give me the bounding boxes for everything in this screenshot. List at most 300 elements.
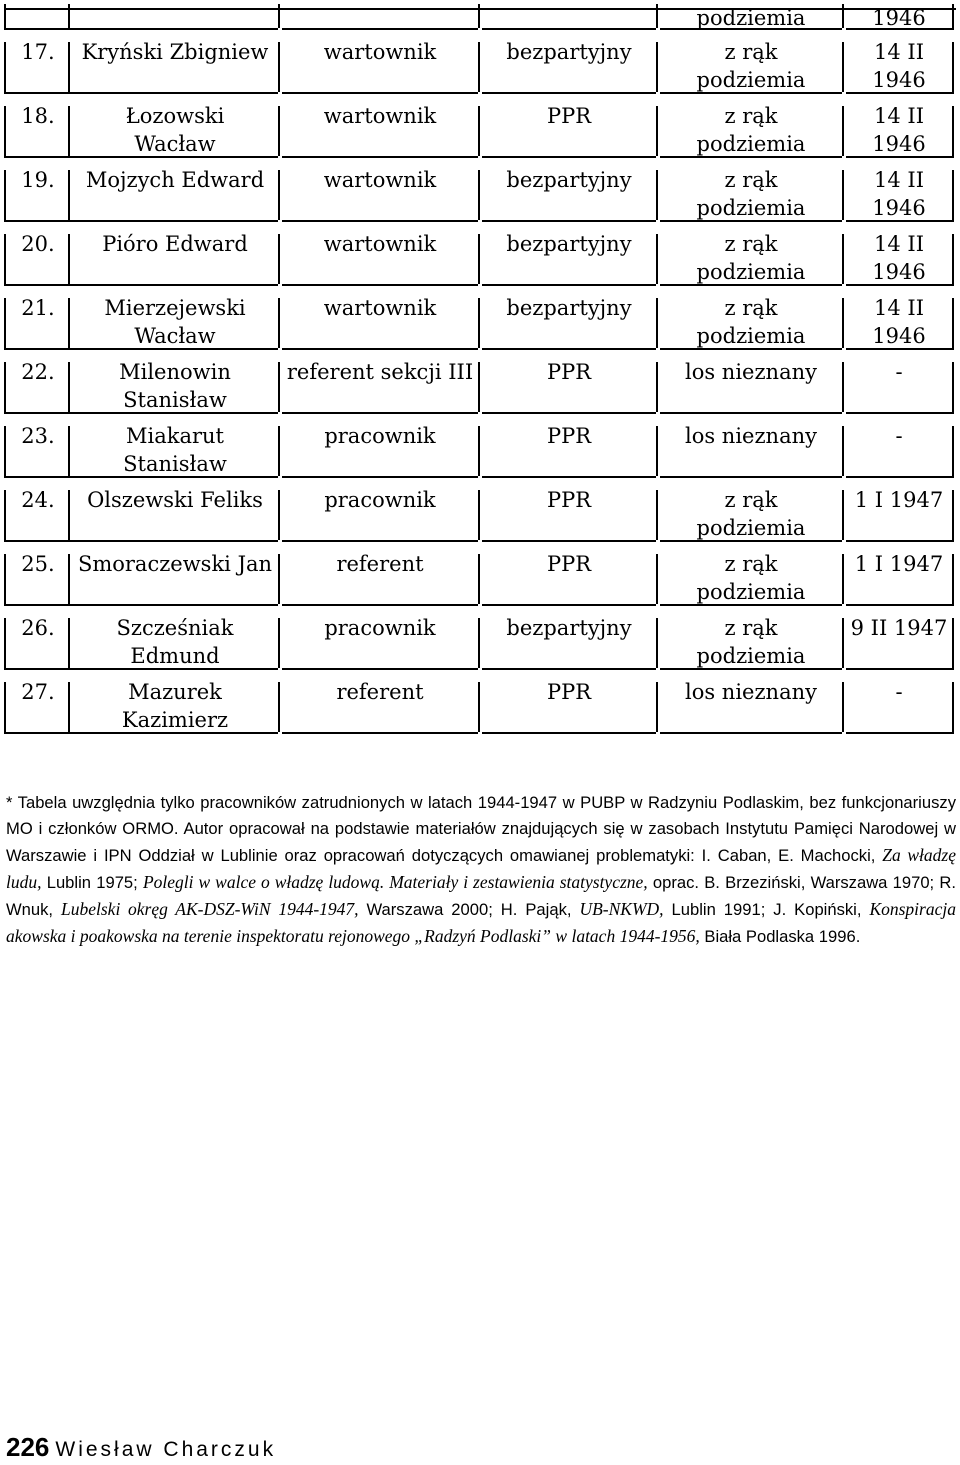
column-rule [842, 170, 844, 220]
column-rule [4, 42, 6, 92]
cell-line: 14 II [874, 104, 924, 128]
row-rule [4, 732, 68, 734]
column-rule [842, 106, 844, 156]
cell-line: 24. [21, 488, 55, 512]
row-rule [282, 732, 478, 734]
row-rule [4, 476, 68, 478]
row-rule [282, 220, 478, 222]
cell-line: z rąk [724, 168, 778, 192]
cell-party [482, 358, 656, 386]
cell-line: Wacław [134, 324, 216, 348]
row-rule [846, 732, 954, 734]
cell-position [282, 358, 478, 386]
column-rule [478, 490, 480, 540]
cell-position [282, 422, 478, 450]
column-rule [952, 490, 954, 540]
cell-line: Olszewski Feliks [87, 488, 263, 512]
row-rule [482, 156, 656, 158]
column-rule [952, 106, 954, 156]
cell-line: Stanisław [123, 388, 227, 412]
cell-date [846, 4, 952, 32]
column-rule [278, 682, 280, 732]
cell-line: wartownik [323, 168, 437, 192]
cell-fate [660, 550, 842, 606]
cell-fate [660, 422, 842, 450]
row-rule [282, 668, 478, 670]
cell-line: pracownik [324, 424, 436, 448]
row-rule [482, 92, 656, 94]
column-rule [68, 362, 70, 412]
cell-line: Kryński Zbigniew [81, 40, 269, 64]
column-rule [278, 4, 280, 28]
row-rule [660, 476, 842, 478]
cell-line: 21. [21, 296, 55, 320]
column-rule [4, 362, 6, 412]
column-rule [842, 234, 844, 284]
row-rule [68, 220, 278, 222]
cell-line: 1946 [872, 68, 926, 92]
cell-line: Mojzych Edward [85, 168, 265, 192]
column-rule [952, 618, 954, 668]
cell-line: PPR [546, 104, 592, 128]
row-rule [4, 92, 68, 94]
table-row [0, 550, 960, 614]
column-rule [68, 4, 70, 28]
cell-line: PPR [546, 680, 592, 704]
footnote-text: Warszawa 2000; H. Pająk, [358, 900, 580, 919]
cell-line: Smoraczewski Jan [77, 552, 273, 576]
cell-number [8, 102, 68, 130]
table-row [0, 230, 960, 294]
table-row [0, 294, 960, 358]
column-rule [68, 42, 70, 92]
cell-line: 14 II [874, 232, 924, 256]
cell-party [482, 294, 656, 322]
column-rule [4, 234, 6, 284]
cell-name [72, 294, 278, 350]
cell-line: 18. [21, 104, 55, 128]
cell-line: 1946 [872, 260, 926, 284]
cell-line: 9 II 1947 [850, 616, 948, 640]
row-rule [482, 284, 656, 286]
footnote-title: Polegli w walce o władzę ludową. Materiały i zestawienia statystyczne, [142, 872, 648, 892]
cell-party [482, 486, 656, 514]
cell-line: referent sekcji III [286, 360, 474, 384]
cell-number [8, 550, 68, 578]
column-rule [656, 106, 658, 156]
column-rule [842, 4, 844, 28]
cell-party [482, 166, 656, 194]
cell-fate [660, 358, 842, 386]
column-rule [68, 426, 70, 476]
row-rule [68, 92, 278, 94]
column-rule [952, 554, 954, 604]
column-rule [656, 554, 658, 604]
cell-date [846, 294, 952, 350]
column-rule [278, 234, 280, 284]
cell-fate [660, 486, 842, 542]
cell-party [482, 102, 656, 130]
cell-line: 1 I 1947 [854, 552, 944, 576]
column-rule [278, 618, 280, 668]
row-rule [282, 284, 478, 286]
row-rule [482, 28, 656, 30]
column-rule [278, 298, 280, 348]
cell-line: Mazurek [128, 680, 222, 704]
cell-line: los nieznany [685, 424, 817, 448]
cell-line: bezpartyjny [506, 168, 632, 192]
cell-date [846, 678, 952, 706]
cell-line: 14 II [874, 168, 924, 192]
column-rule [478, 618, 480, 668]
cell-number [8, 614, 68, 642]
cell-line: 1946 [872, 196, 926, 220]
column-rule [842, 298, 844, 348]
row-rule [68, 604, 278, 606]
column-rule [842, 682, 844, 732]
cell-line: wartownik [323, 40, 437, 64]
column-rule [478, 106, 480, 156]
cell-party [482, 38, 656, 66]
cell-line: 25. [21, 552, 55, 576]
cell-line: - [895, 360, 903, 384]
cell-number [8, 230, 68, 258]
column-rule [278, 170, 280, 220]
cell-line: 1 I 1947 [854, 488, 944, 512]
cell-line: podziemia [696, 516, 806, 540]
cell-line: 1946 [872, 132, 926, 156]
cell-name [72, 422, 278, 478]
cell-line: PPR [546, 488, 592, 512]
row-rule [282, 604, 478, 606]
cell-line: Szcześniak [116, 616, 234, 640]
row-rule [282, 156, 478, 158]
column-rule [68, 106, 70, 156]
column-rule [278, 42, 280, 92]
footnote-title: Za władzę ludu, [6, 845, 956, 892]
column-rule [478, 234, 480, 284]
row-rule [482, 604, 656, 606]
column-rule [656, 170, 658, 220]
cell-fate [660, 294, 842, 350]
cell-position [282, 486, 478, 514]
cell-line: podziemia [696, 644, 806, 668]
cell-date [846, 550, 952, 578]
cell-line: z rąk [724, 552, 778, 576]
cell-line: PPR [546, 360, 592, 384]
column-rule [68, 682, 70, 732]
column-rule [952, 170, 954, 220]
column-rule [842, 42, 844, 92]
column-rule [656, 234, 658, 284]
cell-line: 14 II [874, 40, 924, 64]
column-rule [656, 618, 658, 668]
cell-line: z rąk [724, 616, 778, 640]
cell-name [72, 550, 278, 578]
cell-line: z rąk [724, 296, 778, 320]
column-rule [656, 426, 658, 476]
column-rule [68, 618, 70, 668]
column-rule [656, 362, 658, 412]
cell-date [846, 38, 952, 94]
cell-line: podziemia [696, 6, 806, 30]
cell-name [72, 230, 278, 258]
cell-number [8, 166, 68, 194]
column-rule [68, 490, 70, 540]
column-rule [842, 490, 844, 540]
cell-line: Kazimierz [121, 708, 229, 732]
cell-line: 17. [21, 40, 55, 64]
page-footer [6, 1432, 276, 1463]
cell-line: los nieznany [685, 360, 817, 384]
row-rule [68, 28, 278, 30]
cell-party [482, 614, 656, 642]
column-rule [842, 426, 844, 476]
column-rule [278, 490, 280, 540]
cell-position [282, 614, 478, 642]
column-rule [478, 298, 480, 348]
column-rule [68, 234, 70, 284]
column-rule [68, 170, 70, 220]
cell-position [282, 38, 478, 66]
cell-line: - [895, 680, 903, 704]
cell-line: Milenowin [119, 360, 231, 384]
column-rule [4, 554, 6, 604]
cell-fate [660, 678, 842, 706]
cell-party [482, 422, 656, 450]
cell-name [72, 38, 278, 66]
row-rule [4, 412, 68, 414]
row-rule [4, 220, 68, 222]
cell-line: wartownik [323, 296, 437, 320]
footnote-title: UB-NKWD, [579, 899, 664, 919]
row-rule [282, 412, 478, 414]
table-row [0, 678, 960, 742]
cell-line: z rąk [724, 488, 778, 512]
column-rule [478, 170, 480, 220]
cell-line: podziemia [696, 132, 806, 156]
cell-line: Łozowski [125, 104, 225, 128]
row-rule [846, 476, 954, 478]
cell-name [72, 102, 278, 158]
cell-line: podziemia [696, 324, 806, 348]
column-rule [4, 298, 6, 348]
cell-line: z rąk [724, 104, 778, 128]
row-rule [846, 604, 954, 606]
cell-date [846, 230, 952, 286]
cell-line: 22. [21, 360, 55, 384]
row-rule [482, 220, 656, 222]
row-rule [4, 348, 68, 350]
cell-date [846, 422, 952, 450]
employees-table [0, 4, 960, 742]
column-rule [842, 618, 844, 668]
cell-line: bezpartyjny [506, 232, 632, 256]
cell-line: 23. [21, 424, 55, 448]
cell-number [8, 486, 68, 514]
footnote-text: Lublin 1975; [41, 873, 143, 892]
row-rule [282, 476, 478, 478]
column-rule [278, 362, 280, 412]
cell-line: wartownik [323, 104, 437, 128]
column-rule [656, 42, 658, 92]
row-rule [4, 156, 68, 158]
row-rule [482, 732, 656, 734]
cell-date [846, 614, 952, 642]
running-author: Wiesław Charczuk [55, 1438, 277, 1461]
row-rule [282, 92, 478, 94]
cell-position [282, 166, 478, 194]
cell-number [8, 678, 68, 706]
table-row [0, 358, 960, 422]
page-number: 226 [6, 1432, 50, 1462]
column-rule [952, 682, 954, 732]
column-rule [478, 362, 480, 412]
cell-number [8, 422, 68, 450]
column-rule [4, 426, 6, 476]
cell-line: z rąk [724, 40, 778, 64]
cell-line: referent [336, 552, 424, 576]
row-rule [846, 668, 954, 670]
column-rule [4, 4, 6, 28]
row-rule [482, 540, 656, 542]
cell-fate [660, 38, 842, 94]
column-rule [478, 4, 480, 28]
column-rule [4, 170, 6, 220]
footnote-text: * Tabela uwzględnia tylko pracowników zatrudnionych w latach 1944-1947 w PUBP w Radzyniu Podlaskim, bez funkcjonariuszy MO i członków ORMO. Autor opracował na podstawie materiałów znajdujących się w zasobach Instytutu Pamięci Narodowej w Warszawie i IPN Oddział w Lublinie oraz opracowań dotyczących omawianej problematyki: I. Caban, E. Machocki, [6, 793, 956, 865]
cell-position [282, 294, 478, 322]
column-rule [656, 682, 658, 732]
table-row [0, 4, 960, 38]
row-rule [482, 412, 656, 414]
column-rule [952, 42, 954, 92]
cell-number [8, 358, 68, 386]
cell-name [72, 166, 278, 194]
column-rule [478, 682, 480, 732]
row-rule [282, 348, 478, 350]
cell-line: 1946 [872, 6, 926, 30]
cell-line: Edmund [130, 644, 220, 668]
cell-position [282, 230, 478, 258]
footnote-text: Lublin 1991; J. Kopiński, [663, 900, 870, 919]
cell-line: - [895, 424, 903, 448]
column-rule [656, 4, 658, 28]
column-rule [656, 298, 658, 348]
row-rule [4, 540, 68, 542]
cell-line: los nieznany [685, 680, 817, 704]
column-rule [478, 554, 480, 604]
cell-name [72, 678, 278, 734]
column-rule [656, 490, 658, 540]
cell-line: wartownik [323, 232, 437, 256]
cell-position [282, 678, 478, 706]
row-rule [660, 412, 842, 414]
cell-line: pracownik [324, 488, 436, 512]
row-rule [4, 28, 68, 30]
row-rule [846, 540, 954, 542]
cell-line: Miakarut [126, 424, 224, 448]
cell-position [282, 102, 478, 130]
cell-line: bezpartyjny [506, 296, 632, 320]
cell-line: PPR [546, 424, 592, 448]
column-rule [478, 426, 480, 476]
column-rule [952, 234, 954, 284]
cell-position [282, 550, 478, 578]
row-rule [846, 412, 954, 414]
table-row [0, 486, 960, 550]
row-rule [68, 540, 278, 542]
cell-line: bezpartyjny [506, 616, 632, 640]
table-row [0, 38, 960, 102]
column-rule [4, 682, 6, 732]
cell-fate [660, 230, 842, 286]
column-rule [278, 554, 280, 604]
cell-party [482, 678, 656, 706]
footnote-text: Biała Podlaska 1996. [699, 927, 861, 946]
cell-fate [660, 102, 842, 158]
row-rule [482, 476, 656, 478]
cell-fate [660, 166, 842, 222]
cell-name [72, 614, 278, 670]
row-rule [282, 540, 478, 542]
column-rule [842, 554, 844, 604]
column-rule [478, 42, 480, 92]
column-rule [952, 298, 954, 348]
cell-fate [660, 4, 842, 32]
footnote-text: oprac. B. Brzeziński, Warszawa 1970; R. Wnuk, [6, 873, 956, 919]
column-rule [278, 106, 280, 156]
cell-line: z rąk [724, 232, 778, 256]
column-rule [4, 490, 6, 540]
cell-party [482, 550, 656, 578]
row-rule [660, 732, 842, 734]
cell-line: Mierzejewski [104, 296, 246, 320]
footnote-title: Lubelski okręg AK-DSZ-WiN 1944-1947, [61, 899, 359, 919]
column-rule [278, 426, 280, 476]
cell-date [846, 166, 952, 222]
row-rule [282, 28, 478, 30]
cell-line: 27. [21, 680, 55, 704]
cell-line: 26. [21, 616, 55, 640]
cell-line: 14 II [874, 296, 924, 320]
cell-line: podziemia [696, 196, 806, 220]
column-rule [952, 362, 954, 412]
cell-date [846, 486, 952, 514]
cell-number [8, 38, 68, 66]
cell-line: Wacław [134, 132, 216, 156]
table-row [0, 422, 960, 486]
column-rule [952, 426, 954, 476]
cell-name [72, 358, 278, 414]
cell-line: pracownik [324, 616, 436, 640]
column-rule [952, 4, 954, 28]
cell-line: PPR [546, 552, 592, 576]
cell-name [72, 486, 278, 514]
row-rule [4, 668, 68, 670]
cell-line: Pióro Edward [102, 232, 248, 256]
table-row [0, 102, 960, 166]
column-rule [68, 554, 70, 604]
column-rule [4, 106, 6, 156]
cell-number [8, 294, 68, 322]
cell-date [846, 358, 952, 386]
cell-line: 20. [21, 232, 55, 256]
column-rule [842, 362, 844, 412]
cell-party [482, 230, 656, 258]
column-rule [68, 298, 70, 348]
table-row [0, 166, 960, 230]
cell-line: podziemia [696, 260, 806, 284]
